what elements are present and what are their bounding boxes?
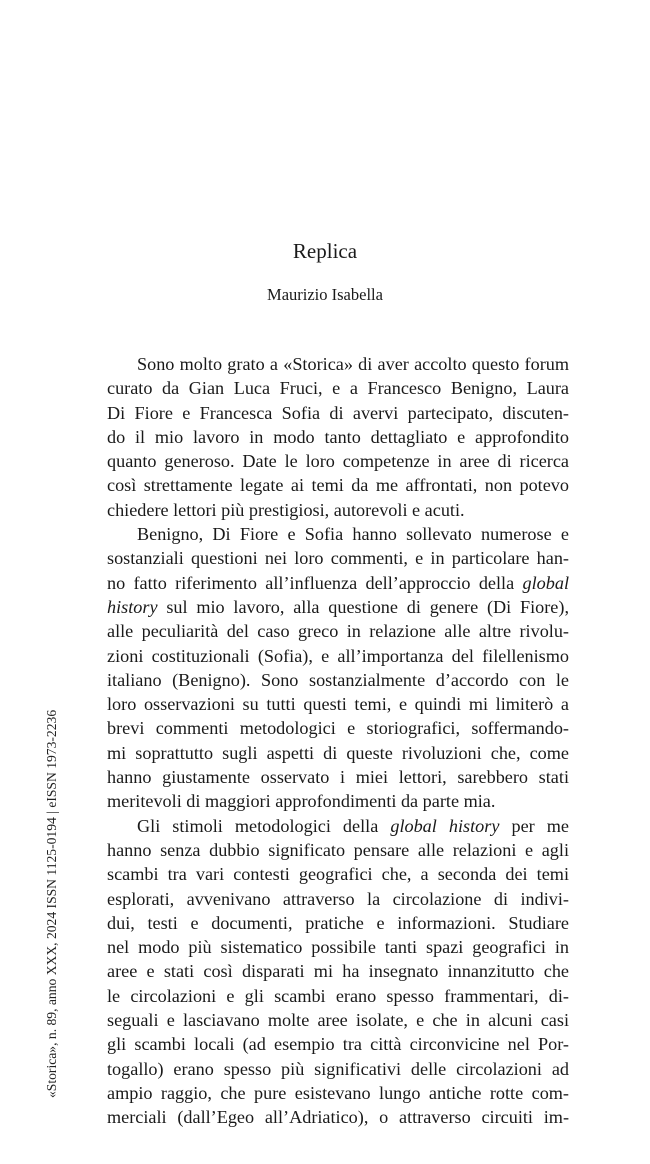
text-line: esplorati, avvenivano attraverso la circolazione di indivi- — [107, 888, 569, 909]
italic-term: global — [522, 572, 569, 593]
text-line: nel modo più sistematico possibile tanti spazi geografici in — [107, 937, 569, 958]
text-line: hanno senza dubbio significato pensare alle relazioni e agli — [107, 839, 569, 860]
text-line: le circolazioni e gli scambi erano spesso frammentari, di- — [107, 985, 569, 1006]
text-line: brevi commenti metodologici e storiografici, soffermando- — [107, 718, 569, 739]
text-line: mi soprattutto sugli aspetti di queste rivoluzioni che, come — [107, 742, 569, 763]
italic-term: history — [107, 596, 158, 617]
text-line: quanto generoso. Date le loro competenze in aree di ricerca — [107, 451, 569, 472]
text-line: scambi tra vari contesti geografici che, a seconda dei temi — [107, 864, 569, 885]
text-line: italiano (Benigno). Sono sostanzialmente d’accordo con le — [107, 669, 569, 690]
text-line: sostanziali questioni nei loro commenti, e in particolare han- — [107, 548, 569, 569]
text-line: Gli stimoli metodologici della global history per me — [137, 815, 569, 836]
text-line: meritevoli di maggiori approfondimenti da parte mia. — [107, 791, 496, 812]
text-line: history sul mio lavoro, alla questione di genere (Di Fiore), — [107, 596, 569, 617]
text-line: Benigno, Di Fiore e Sofia hanno sollevato numerose e — [137, 524, 569, 545]
article-body — [107, 352, 569, 1130]
journal-citation: «Storica», n. 89, anno XXX, 2024 ISSN 1125-0194 | eISSN 1973-2236 — [44, 709, 59, 1098]
text-line: loro osservazioni su tutti questi temi, e quindi mi limiterò a — [107, 694, 569, 715]
text-line: aree e stati così disparati mi ha insegnato innanzitutto che — [107, 961, 569, 982]
text-line: ampio raggio, che pure esistevano lungo antiche rotte com- — [107, 1082, 569, 1103]
text-line: togallo) erano spesso più significativi delle circolazioni ad — [107, 1058, 569, 1079]
italic-term: global history — [390, 815, 500, 836]
text-line: Di Fiore e Francesca Sofia di avervi partecipato, discuten- — [107, 402, 569, 423]
text-line: merciali (dall’Egeo all’Adriatico), o attraverso circuiti im- — [107, 1107, 569, 1128]
text-line: no fatto riferimento all’influenza dell’approccio della global — [107, 572, 569, 593]
text-line: gli scambi locali (ad esempio tra città circonvicine nel Por- — [107, 1034, 569, 1055]
article-title: Replica — [292, 239, 358, 263]
text-line: Sono molto grato a «Storica» di aver accolto questo forum — [137, 354, 569, 374]
text-line: seguali e lasciavano molte aree isolate, e che in alcuni casi — [107, 1010, 569, 1031]
text-line: do il mio lavoro in modo tanto dettagliato e approfondito — [107, 426, 569, 447]
text-line: così strettamente legate ai temi da me affrontati, non potevo — [107, 475, 569, 496]
article-author: Maurizio Isabella — [267, 285, 383, 304]
text-line: zioni costituzionali (Sofia), e all’importanza del filellenismo — [107, 645, 569, 666]
text-line: curato da Gian Luca Fruci, e a Francesco Benigno, Laura — [107, 378, 569, 399]
text-line: chiedere lettori più prestigiosi, autorevoli e acuti. — [107, 499, 465, 520]
side-note-container — [30, 598, 70, 1098]
text-line: dui, testi e documenti, pratiche e informazioni. Studiare — [107, 912, 569, 933]
text-line: alle peculiarità del caso greco in relazione alle altre rivolu- — [107, 621, 569, 642]
text-line: hanno giustamente osservato i miei lettori, sarebbero stati — [107, 767, 569, 788]
